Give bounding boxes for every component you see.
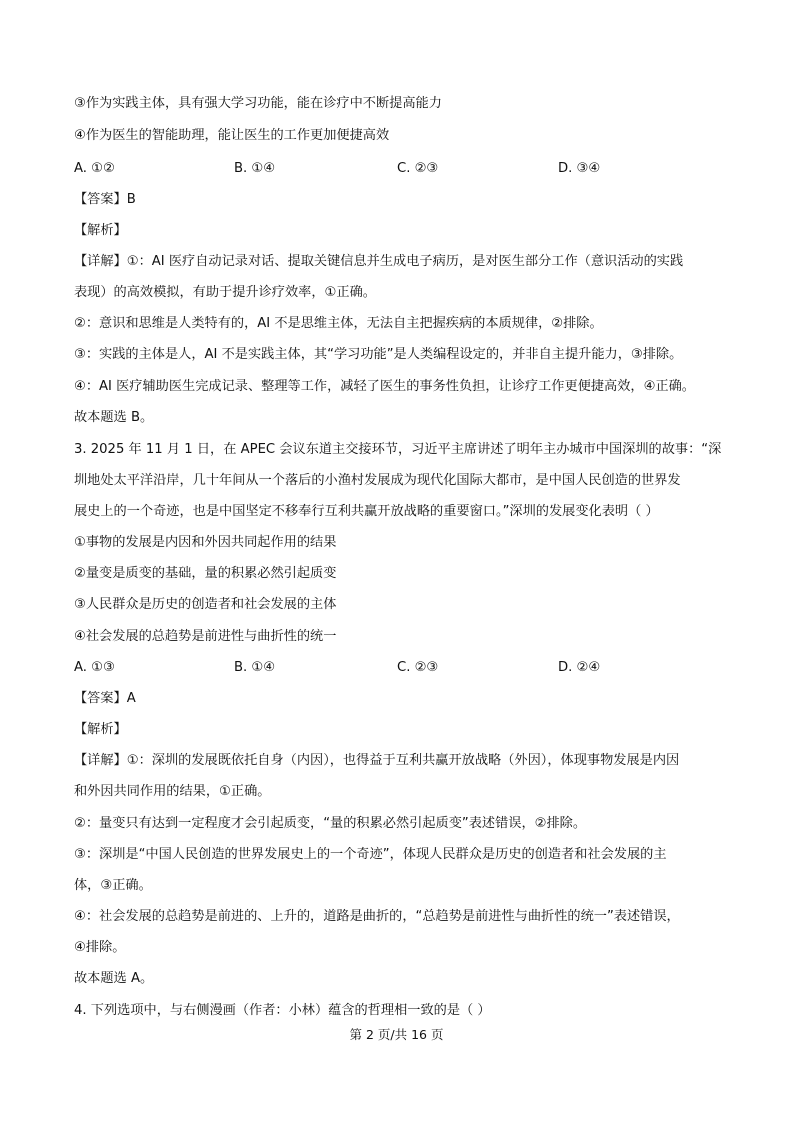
q3-explain-line-2: 和外因共同作用的结果，①正确。 <box>74 784 271 799</box>
q3-option-a: A. ①③ <box>74 660 115 675</box>
q2-explain-line-4: ③：实践的主体是人，AI 不是实践主体，其“学习功能”是人类编程设定的，并非自主提升能力，③排除。 <box>74 347 683 362</box>
q2-option-d: D. ③④ <box>558 161 601 176</box>
q3-item-1: ①事物的发展是内因和外因共同起作用的结果 <box>74 535 337 550</box>
q2-answer: 【答案】B <box>74 192 136 207</box>
q3-item-3: ③人民群众是历史的创造者和社会发展的主体 <box>74 597 337 612</box>
q2-option-c: C. ②③ <box>397 161 439 176</box>
q3-explain-line-1: 【详解】①：深圳的发展既依托自身（内因），也得益于互利共赢开放战略（外因），体现事物发展是内因 <box>74 753 680 768</box>
q3-explain-line-4: ③：深圳是“中国人民创造的世界发展史上的一个奇迹”，体现人民群众是历史的创造者和社会发展的主 <box>74 847 667 862</box>
q3-explain-line-8: 故本题选 A。 <box>74 971 154 986</box>
q2-explain-line-6: 故本题选 B。 <box>74 410 154 425</box>
q2-explain-line-1: 【详解】①：AI 医疗自动记录对话、提取关键信息并生成电子病历，是对医生部分工作（意识活动的实践 <box>74 254 684 269</box>
q2-analysis-label: 【解析】 <box>74 223 127 238</box>
q2-explain-line-5: ④：AI 医疗辅助医生完成记录、整理等工作，减轻了医生的事务性负担，让诊疗工作更便捷高效，④正确。 <box>74 379 695 394</box>
q3-answer: 【答案】A <box>74 691 136 706</box>
q3-explain-line-6: ④：社会发展的总趋势是前进的、上升的，道路是曲折的，“总趋势是前进性与曲折性的统一”表述错误， <box>74 909 680 924</box>
q3-option-b: B. ①④ <box>234 660 276 675</box>
q3-stem-line-3: 展史上的一个奇迹，也是中国坚定不移奉行互利共赢开放战略的重要窗口。”深圳的发展变化表明（ ） <box>74 504 659 519</box>
q3-option-c: C. ②③ <box>397 660 439 675</box>
q2-option-a: A. ①② <box>74 161 115 176</box>
q3-explain-line-3: ②：量变只有达到一定程度才会引起质变，“量的积累必然引起质变”表述错误，②排除。 <box>74 816 587 831</box>
q3-item-4: ④社会发展的总趋势是前进性与曲折性的统一 <box>74 629 337 644</box>
q3-item-2: ②量变是质变的基础，量的积累必然引起质变 <box>74 566 337 581</box>
q3-explain-line-7: ④排除。 <box>74 940 126 955</box>
q2-item-3: ③作为实践主体，具有强大学习功能，能在诊疗中不断提高能力 <box>74 96 442 111</box>
q4-stem: 4. 下列选项中，与右侧漫画（作者：小林）蕴含的哲理相一致的是（ ） <box>74 1003 491 1018</box>
q2-item-4: ④作为医生的智能助理，能让医生的工作更加便捷高效 <box>74 128 390 143</box>
q3-explain-line-5: 体，③正确。 <box>74 878 152 893</box>
q2-explain-line-3: ②：意识和思维是人类特有的，AI 不是思维主体，无法自主把握疾病的本质规律，②排除。 <box>74 316 603 331</box>
q3-analysis-label: 【解析】 <box>74 722 127 737</box>
page-footer: 第 2 页/共 16 页 <box>349 1027 444 1042</box>
q3-option-d: D. ②④ <box>558 660 601 675</box>
q3-stem-line-2: 圳地处太平洋沿岸，几十年间从一个落后的小渔村发展成为现代化国际大都市，是中国人民创造的世界发 <box>74 473 681 488</box>
q2-option-b: B. ①④ <box>234 161 276 176</box>
q2-explain-line-2: 表现）的高效模拟，有助于提升诊疗效率，①正确。 <box>74 285 376 300</box>
q3-stem-line-1: 3. 2025 年 11 月 1 日，在 APEC 会议东道主交接环节，习近平主席讲述了明年主办城市中国深圳的故事：“深 <box>74 442 722 457</box>
